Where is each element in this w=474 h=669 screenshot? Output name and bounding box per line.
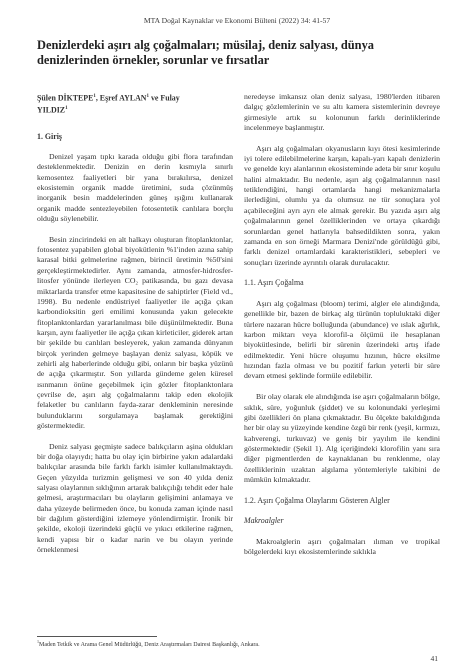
author-1: Şülen DİKTEPE (37, 93, 94, 103)
body-paragraph: Aşırı alg çoğalması (bloom) terimi, algler ele alındığında, genellikle bir, bazen de birkaç alg türünün topluluktaki diğer türlere nazaran hücre bolluğunda (abundance) ve ıslak ağırlık, karbon miktarı veya klorofil-a ölçümü ile hesaplanan biyokütlesinde, belirli bir sürenin üzerindeki artış ifade edilmektedir. Yeni hücre oluşumu hızının, hücre eksilme hızından fazla olması ve bu pozitif farkın yeterli bir süre devam etmesi şeklinde formüle edilebilir. (244, 299, 440, 381)
author-2-affiliation-mark: 1 (146, 94, 149, 99)
section-heading-intro: 1. Giriş (37, 131, 62, 141)
author-1-affiliation-mark: 1 (93, 94, 96, 99)
article-title: Denizlerdeki aşırı alg çoğalmaları; müsilaj, deniz salyası, dünya denizlerinden örnekler, sorunlar ve fırsatlar (37, 38, 374, 67)
body-paragraph: neredeyse imkansız olan deniz salyası, 1980'lerden itibaren dalgıç gözlemlerinin ve su altı kamera sistemlerinin devreye girmesiyle artık su kolonunun farklı derinliklerinde incelenmeye başlanmıştır. (244, 92, 440, 133)
author-2: , Eşref AYLAN (95, 93, 147, 103)
body-paragraph: Deniz salyası geçmişte sadece balıkçıların aşina oldukları bir doğa olayıydı; hatta bu olay için birbirine yakın adalardaki balıkçılar arasında bile farklı farklı isimler kullanılmaktaydı. Geçen yüzyılda turizmin gelişmesi ve son 40 yılda deniz salyası olaylarının sıklığının artarak balıkçılığı tehdit eder hale gelmesi, araştırmacıları bu olayların gelişimini anlamaya ve daha yüzeyde belirmeden önce, bu konuda zaman içinde nasıl bir dağılım gösterdiğini izlemeye yönlendirmiştir. İronik bir şekilde, ekoloji üzerindeki güçlü ve yıkıcı etkilerine rağmen, kendi yapısı bir o kadar narin ve bu olayın yerinde örneklenmesi (37, 441, 233, 555)
footnote-text: Maden Tetkik ve Arama Genel Müdürlüğü, Deniz Araştırmaları Dairesi Başkanlığı, Ankara. (39, 642, 260, 648)
author-connector: ve Fulay (149, 93, 180, 103)
body-paragraph: Denizel yaşam tıpkı karada olduğu gibi flora tarafından desteklenmektedir. Denizin en derin kısmıyla sınırlı kemosentez faaliyetleri bir yana bırakılırsa, denizel ekosistemin organik madde üretimini, suda çözünmüş inorganik besin maddelerinden güneş ışığını kullanarak organik madde sentezleyebilen fotosentetik canlılara borçlu olduğu söylenebilir. (37, 152, 233, 224)
footnote-divider (37, 636, 157, 637)
author-list (37, 92, 233, 116)
footnote (37, 639, 439, 648)
body-paragraph: Aşırı alg çoğalmaları okyanusların kıyı ötesi kesimlerinde iyi tolere edilebilmelerine karşın, kapalı-yarı kapalı denizlerin ve genelde kıyı alanlarının ekosisteminde adeta bir sınır koşulu halini almaktadır. Bu nedenle, aşırı alg çoğalmalarının nasıl tetiklendiğini, hangi ortamlarda hangi mekanizmalarla ilerlediğini, olumlu ya da olumsuz ne tür sonuçlara yol açabileceğini ayrı ayrı ele almak gerekir. Bu yazıda aşırı alg çoğalmalarının genel özelliklerinden ve ortaya çıkardığı sorunlardan genel hatlarıyla bahsedildikten sonra, yakın zamanda en son örneği Marmara Denizi'nde görüldüğü gibi, farklı denizel ortamlardaki karakteristikleri, sebepleri ve sonuçları üzerinde ayrıntılı olarak durulacaktır. (244, 143, 440, 267)
author-3-affiliation-mark: 1 (65, 105, 68, 111)
subsection-heading-bloom: 1.1. Aşırı Çoğalma (244, 278, 304, 288)
right-column (244, 92, 440, 568)
author-3: YILDIZ (37, 105, 66, 115)
body-paragraph: Bir olay olarak ele alındığında ise aşırı çoğalmaların bölge, sıklık, süre, yoğunluk (şiddet) ve su kolonundaki yerleşimi gibi özellikleri ön plana çıkmaktadır. Bu ölçekte bakıldığında her bir olay su yüzeyinde kendine özgü bir renk (yeşil, kırmızı, kahverengi, turkuvaz) ve geniş bir yayılım ile kendini göstermektedir (Şekil 1). Alg içeriğindeki klorofilin yanı sıra diğer pigmentlerden de kaynaklanan bu renklenme, olay özelliklerinin uzaktan algılama yöntemleriyle takibini de mümkün kılmaktadır. (244, 392, 440, 484)
body-paragraph: Besin zincirindeki en alt halkayı oluşturan fitoplanktonlar, fotosentez yapabilen global biyokütlenin %1'inden azına sahip karasal bitki gelmelerine rağmen, birincil üretimin %50'sini gerçekleştirmektedirler. Aynı zamanda, atmosfer-hidrosfer-litosfer yönünde ilerleyen CO₂ patikasında, bu gazı devasa miktarlarda transfer etme kapasitesine de sahiptirler (Field vd., 1998). Bu nedenle endüstriyel faaliyetler ile açığa çıkan karbondioksitin geri emilimi konusunda yakın gelecekte fitoplanktonlardan yararlanılması bile düşünülmektedir. Buna karşın, aynı faaliyetler ile açığa çıkan kirleticiler, giderek artan bir şekilde bu canlıları besleyerek, yakın zamanda dünyanın birçok yerinden gelmeye başlayan deniz salyası, köpük ve zehirli alg haberlerinde olduğu gibi, onların bir başka yüzünü de açığa çıkarmıştır. Son yıllarda gündeme gelen küresel ısınmanın önüne geçebilmek için gözler fitoplanktonlara çevrilse de, aşırı alg çoğalmalarını takip eden ekolojik felaketler bu canlıların fayda-zarar denkleminin neresinde bulunduklarını sorgulamaya başlamak gerektiğini göstermektedir. (37, 234, 233, 430)
body-paragraph: Makroalglerin aşırı çoğalmaları ılıman ve tropikal bölgelerdeki kıyı ekosistemlerinde sıklıkla (244, 537, 440, 557)
subsection-heading-macroalgae: Makroalgler (244, 516, 284, 526)
subsection-heading-algae: 1.2. Aşırı Çoğalma Olaylarını Gösteren Algler (244, 495, 390, 505)
running-head: MTA Doğal Kaynaklar ve Ekonomi Bülteni (2022) 34: 41-57 (143, 16, 331, 25)
left-column (37, 92, 233, 566)
footnote-mark: 1 (37, 639, 39, 644)
page-number: 41 (430, 654, 438, 663)
